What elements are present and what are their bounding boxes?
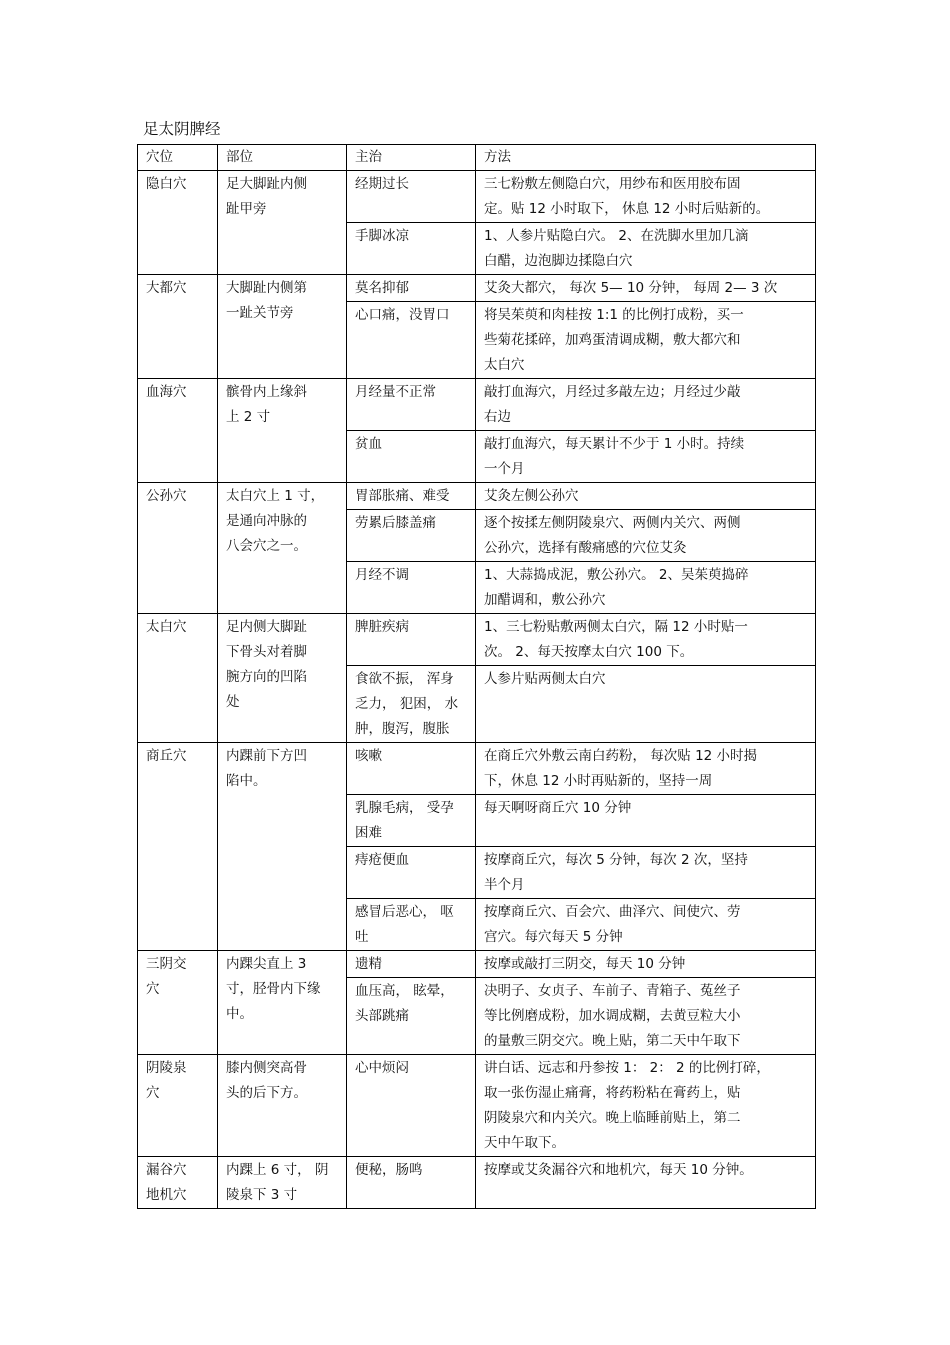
method-cell: 人参片贴两侧太白穴 [476, 666, 816, 743]
indication-cell: 贫血 [347, 431, 476, 483]
table-row [138, 951, 816, 978]
document-title: 足太阴脾经 [143, 120, 221, 138]
indication-cell: 遗精 [347, 951, 476, 978]
indication-cell: 咳嗽 [347, 743, 476, 795]
header-indication: 主治 [347, 145, 476, 171]
point-cell: 三阴交 穴 [138, 951, 218, 1055]
location-cell: 足内侧大脚趾 下骨头对着脚 腕方向的凹陷 处 [218, 614, 347, 743]
method-cell: 艾灸左侧公孙穴 [476, 483, 816, 510]
table-row [138, 743, 816, 795]
method-cell: 将吴茱萸和肉桂按 1:1 的比例打成粉，买一 些菊花揉碎，加鸡蛋清调成糊，敷大都穴和 太白穴 [476, 302, 816, 379]
location-cell: 膝内侧突高骨 头的后下方。 [218, 1055, 347, 1157]
indication-cell: 脾脏疾病 [347, 614, 476, 666]
location-cell: 内踝前下方凹 陷中。 [218, 743, 347, 951]
method-cell: 按摩商丘穴，每次 5 分钟，每次 2 次，坚持 半个月 [476, 847, 816, 899]
indication-cell: 手脚冰凉 [347, 223, 476, 275]
indication-cell: 经期过长 [347, 171, 476, 223]
method-cell: 敲打血海穴，月经过多敲左边；月经过少敲 右边 [476, 379, 816, 431]
method-cell: 按摩或艾灸漏谷穴和地机穴，每天 10 分钟。 [476, 1157, 816, 1209]
table-row [138, 614, 816, 666]
table-row [138, 1157, 816, 1209]
header-location: 部位 [218, 145, 347, 171]
indication-cell: 莫名抑郁 [347, 275, 476, 302]
location-cell: 内踝尖直上 3 寸，胫骨内下缘 中。 [218, 951, 347, 1055]
indication-cell: 食欲不振， 浑身 乏力， 犯困， 水 肿，腹泻，腹胀 [347, 666, 476, 743]
indication-cell: 乳腺毛病， 受孕 困难 [347, 795, 476, 847]
method-cell: 每天啊呀商丘穴 10 分钟 [476, 795, 816, 847]
point-cell: 血海穴 [138, 379, 218, 483]
indication-cell: 胃部胀痛、难受 [347, 483, 476, 510]
location-cell: 太白穴上 1 寸， 是通向冲脉的 八会穴之一。 [218, 483, 347, 614]
indication-cell: 感冒后恶心， 呕 吐 [347, 899, 476, 951]
indication-cell: 痔疮便血 [347, 847, 476, 899]
indication-cell: 血压高， 眩晕， 头部跳痛 [347, 978, 476, 1055]
indication-cell: 心中烦闷 [347, 1055, 476, 1157]
header-point: 穴位 [138, 145, 218, 171]
method-cell: 逐个按揉左侧阴陵泉穴、两侧内关穴、两侧 公孙穴，选择有酸痛感的穴位艾灸 [476, 510, 816, 562]
location-cell: 髌骨内上缘斜 上 2 寸 [218, 379, 347, 483]
point-cell: 大都穴 [138, 275, 218, 379]
method-cell: 决明子、女贞子、车前子、青箱子、菟丝子 等比例磨成粉，加水调成糊，去黄豆粒大小 的量敷三阴交穴。晚上贴，第二天中午取下 [476, 978, 816, 1055]
indication-cell: 月经不调 [347, 562, 476, 614]
method-cell: 在商丘穴外敷云南白药粉， 每次贴 12 小时揭 下，休息 12 小时再贴新的，坚持一周 [476, 743, 816, 795]
table-body [138, 171, 816, 1209]
method-cell: 1、大蒜捣成泥，敷公孙穴。 2、吴茱萸捣碎 加醋调和，敷公孙穴 [476, 562, 816, 614]
method-cell: 按摩商丘穴、百会穴、曲泽穴、间使穴、劳 宫穴。每穴每天 5 分钟 [476, 899, 816, 951]
method-cell: 讲白话、远志和丹参按 1： 2： 2 的比例打碎， 取一张伤湿止痛膏，将药粉粘在膏药上，贴 阴陵泉穴和内关穴。晚上临睡前贴上，第二 天中午取下。 [476, 1055, 816, 1157]
location-cell: 内踝上 6 寸， 阴 陵泉下 3 寸 [218, 1157, 347, 1209]
point-cell: 公孙穴 [138, 483, 218, 614]
indication-cell: 心口痛，没胃口 [347, 302, 476, 379]
point-cell: 漏谷穴 地机穴 [138, 1157, 218, 1209]
method-cell: 三七粉敷左侧隐白穴，用纱布和医用胶布固 定。贴 12 小时取下， 休息 12 小时后贴新的。 [476, 171, 816, 223]
table-row [138, 483, 816, 510]
location-cell: 大脚趾内侧第 一趾关节旁 [218, 275, 347, 379]
method-cell: 敲打血海穴，每天累计不少于 1 小时。持续 一个月 [476, 431, 816, 483]
acupoint-table [137, 144, 816, 1209]
table-row [138, 379, 816, 431]
table-row [138, 275, 816, 302]
point-cell: 阴陵泉 穴 [138, 1055, 218, 1157]
indication-cell: 月经量不正常 [347, 379, 476, 431]
location-cell: 足大脚趾内侧 趾甲旁 [218, 171, 347, 275]
method-cell: 1、三七粉贴敷两侧太白穴，隔 12 小时贴一 次。 2、每天按摩太白穴 100 下。 [476, 614, 816, 666]
table-header-row [138, 145, 816, 171]
method-cell: 按摩或敲打三阴交，每天 10 分钟 [476, 951, 816, 978]
table-row [138, 1055, 816, 1157]
header-method: 方法 [476, 145, 816, 171]
point-cell: 隐白穴 [138, 171, 218, 275]
indication-cell: 便秘，肠鸣 [347, 1157, 476, 1209]
method-cell: 1、人参片贴隐白穴。 2、在洗脚水里加几滴 白醋，边泡脚边揉隐白穴 [476, 223, 816, 275]
table-row [138, 171, 816, 223]
method-cell: 艾灸大都穴， 每次 5— 10 分钟， 每周 2— 3 次 [476, 275, 816, 302]
point-cell: 商丘穴 [138, 743, 218, 951]
point-cell: 太白穴 [138, 614, 218, 743]
indication-cell: 劳累后膝盖痛 [347, 510, 476, 562]
